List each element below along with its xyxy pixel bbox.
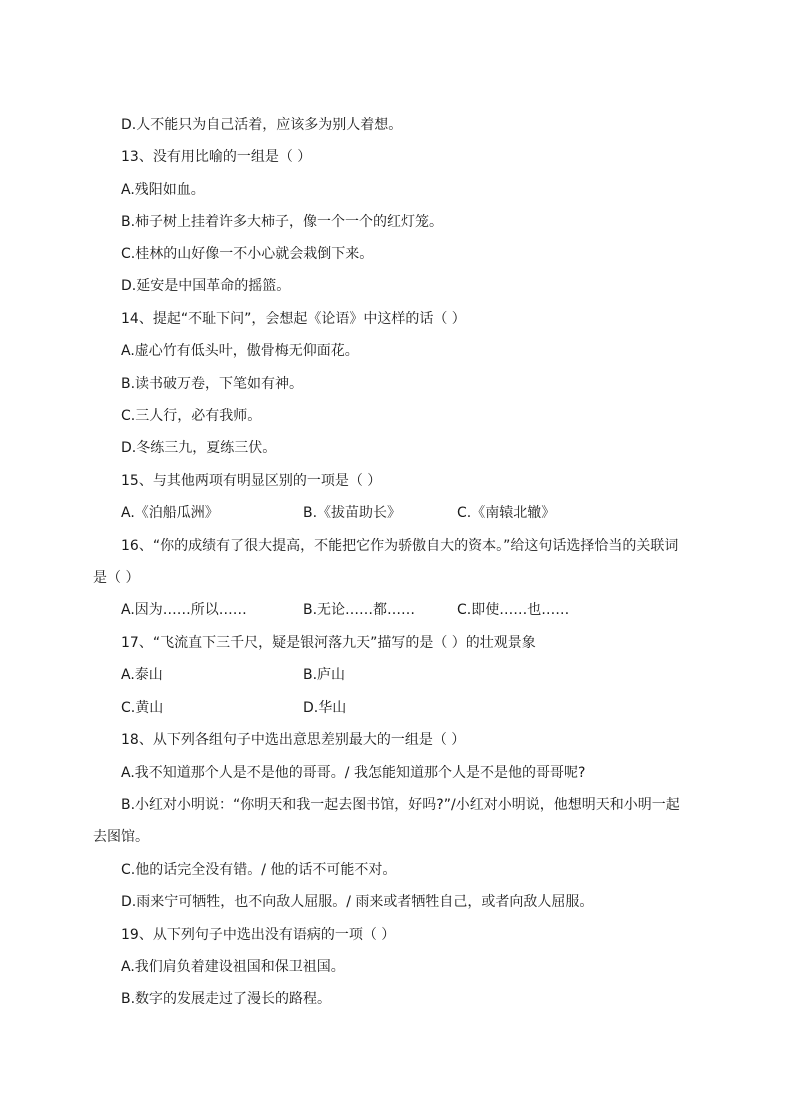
q15-option-b: B.《拔苗助长》 [303,505,402,521]
q15-option-a: A.《泊船瓜洲》 [121,505,219,521]
q14-option-d: D.冬练三九，夏练三伏。 [121,440,277,456]
q16-option-b: B.无论……都…… [303,602,416,618]
q18-stem: 18、从下列各组句子中选出意思差别最大的一组是（ ） [121,732,466,748]
q14-option-c: C.三人行，必有我师。 [121,408,262,424]
q18-option-d: D.雨来宁可牺牲，也不向敌人屈服。/ 雨来或者牺牲自己，或者向敌人屈服。 [121,894,594,910]
q13-option-d: D.延安是中国革命的摇篮。 [121,278,291,294]
q13-option-a: A.残阳如血。 [121,182,205,198]
q18-option-b-continued: 去图馆。 [93,829,149,845]
q14-option-a: A.虚心竹有低头叶，傲骨梅无仰面花。 [121,343,359,359]
q19-option-a: A.我们肩负着建设祖国和保卫祖国。 [121,959,345,975]
q14-option-b: B.读书破万卷，下笔如有神。 [121,376,304,392]
q17-option-b: B.庐山 [303,667,346,683]
q16-stem-continued: 是（ ） [93,570,140,586]
q17-option-c: C.黄山 [121,700,164,716]
q18-option-c: C.他的话完全没有错。/ 他的话不可能不对。 [121,862,397,878]
q15-option-c: C.《南辕北辙》 [457,505,556,521]
q16-option-a: A.因为……所以…… [121,602,247,618]
q19-stem: 19、从下列句子中选出没有语病的一项（ ） [121,927,396,943]
q18-option-a: A.我不知道那个人是不是他的哥哥。/ 我怎能知道那个人是不是他的哥哥呢? [121,765,586,781]
q16-option-c: C.即使……也…… [457,602,570,618]
q15-stem: 15、与其他两项有明显区别的一项是（ ） [121,473,382,489]
q18-option-b: B.小红对小明说：“你明天和我一起去图书馆，好吗?”/小红对小明说，他想明天和小明一起 [121,797,680,813]
q17-stem: 17、“飞流直下三千尺，疑是银河落九天”描写的是（ ）的壮观景象 [121,635,536,651]
q13-option-b: B.柿子树上挂着许多大柿子，像一个一个的红灯笼。 [121,214,444,230]
q13-option-c: C.桂林的山好像一不小心就会栽倒下来。 [121,246,374,262]
q16-stem: 16、“你的成绩有了很大提高，不能把它作为骄傲自大的资本。”给这句话选择恰当的关联词 [121,538,679,554]
q13-stem: 13、没有用比喻的一组是（ ） [121,149,312,165]
q19-option-b: B.数字的发展走过了漫长的路程。 [121,991,332,1007]
q14-stem: 14、提起“不耻下问”，会想起《论语》中这样的话（ ） [121,311,466,327]
q12-option-d: D.人不能只为自己活着，应该多为别人着想。 [121,117,403,133]
q17-option-d: D.华山 [303,700,347,716]
q17-option-a: A.泰山 [121,667,163,683]
